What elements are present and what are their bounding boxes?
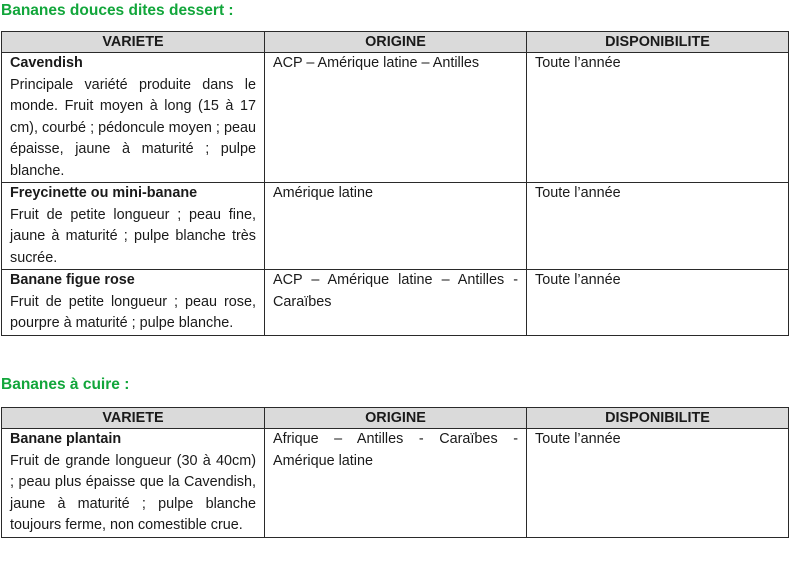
- variety-cell: [2, 183, 265, 270]
- table-row: [2, 183, 789, 270]
- variety-name: Freycinette ou mini-banane: [10, 185, 198, 201]
- variety-column-header: VARIETE: [2, 408, 265, 429]
- table-row: [2, 270, 789, 336]
- variety-name: Cavendish: [10, 55, 83, 71]
- availability-cell: Toute l’année: [527, 270, 789, 336]
- variety-cell: [2, 53, 265, 183]
- variety-description: Fruit de grande longueur (30 à 40cm) ; peau plus épaisse que la Cavendish, jaune à maturité ; pulpe blanche toujours ferme, non comestible crue.: [10, 452, 256, 533]
- section-title-dessert: Bananes douces dites dessert :: [1, 2, 234, 19]
- variety-description: Principale variété produite dans le monde. Fruit moyen à long (15 à 17 cm), courbé ; pédoncule moyen ; peau épaisse, jaune à maturité ; pulpe blanche.: [10, 76, 256, 179]
- availability-cell: Toute l’année: [527, 53, 789, 183]
- origin-cell: Amérique latine: [265, 183, 527, 270]
- origin-cell: Afrique – Antilles - Caraïbes - Amérique latine: [265, 429, 527, 538]
- variety-name: Banane plantain: [10, 431, 122, 447]
- origin-cell: ACP – Amérique latine – Antilles - Caraïbes: [265, 270, 527, 336]
- section-title-cooking: Bananes à cuire :: [1, 376, 130, 393]
- table-header-row: [2, 408, 789, 429]
- dessert-bananas-table: [1, 31, 789, 336]
- availability-column-header: DISPONIBILITE: [527, 408, 789, 429]
- cooking-bananas-table: [1, 407, 789, 538]
- availability-cell: Toute l’année: [527, 183, 789, 270]
- table-header-row: [2, 32, 789, 53]
- origin-column-header: ORIGINE: [265, 32, 527, 53]
- variety-description: Fruit de petite longueur ; peau fine, jaune à maturité ; pulpe blanche très sucrée.: [10, 206, 256, 266]
- origin-column-header: ORIGINE: [265, 408, 527, 429]
- availability-column-header: DISPONIBILITE: [527, 32, 789, 53]
- origin-cell: ACP – Amérique latine – Antilles: [265, 53, 527, 183]
- variety-cell: [2, 429, 265, 538]
- table-row: [2, 53, 789, 183]
- table-row: [2, 429, 789, 538]
- availability-cell: Toute l’année: [527, 429, 789, 538]
- variety-description: Fruit de petite longueur ; peau rose, pourpre à maturité ; pulpe blanche.: [10, 293, 256, 331]
- variety-cell: [2, 270, 265, 336]
- variety-name: Banane figue rose: [10, 272, 135, 288]
- variety-column-header: VARIETE: [2, 32, 265, 53]
